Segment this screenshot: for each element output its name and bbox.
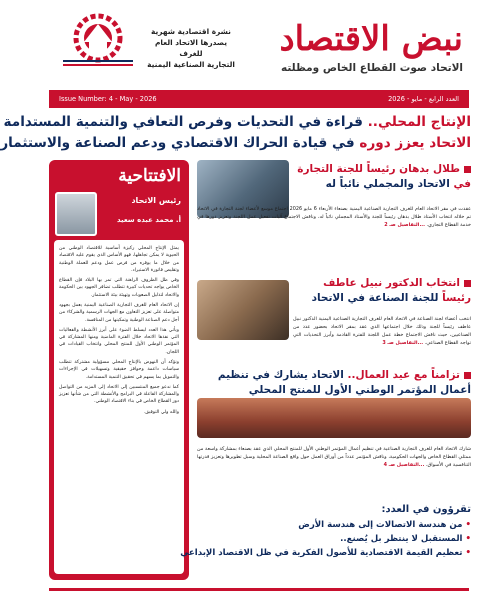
headline-1-text: قراءة في التحديات وفرص التعافي والتنمية المستدامة bbox=[3, 114, 363, 130]
editorial-paragraph: وفي ظل الظروف الراهنة التي تمر بها البلاد فإن القطاع الخاص يواجه تحديات كبيرة تتطلب تضافر الجهود بين الحكومة والاتحاد لتذليل الصعوبات وتهيئة بيئة الاستثمار. bbox=[59, 278, 179, 298]
article-title[interactable] bbox=[197, 368, 471, 398]
editorial-column bbox=[49, 160, 189, 580]
details-link[interactable]: ...التفاصيل صـ 2 bbox=[384, 221, 426, 228]
masthead bbox=[39, 0, 479, 92]
footer-divider bbox=[49, 588, 469, 591]
bullet-icon: • bbox=[465, 533, 471, 544]
publisher-line: نشرة اقتصادية شهرية bbox=[151, 27, 231, 36]
bullet-square-icon bbox=[464, 166, 471, 173]
author-name: أ. محمد عبده سعيد bbox=[116, 216, 181, 224]
editorial-header bbox=[49, 160, 189, 224]
in-this-issue-title: تقرؤون في العدد: bbox=[381, 504, 471, 515]
headline-line-1 bbox=[3, 112, 471, 133]
editorial-paragraph: ونؤكد أن النهوض بالإنتاج المحلي مسؤولية مشتركة تتطلب سياسات داعمة وحوافز حقيقية وتسهيلات في الإجراءات والتمويل بما يسهم في تحقيق التنمية المستدامة. bbox=[59, 359, 179, 380]
bullet-square-icon bbox=[464, 372, 471, 379]
article-title-highlight: تزامناً مع عيد العمال.. bbox=[347, 369, 460, 381]
article-title-highlight: طلال بدهان رئيساً للجنة التجارة في bbox=[297, 163, 471, 191]
article-title-text: الاتحاد يشارك في تنظيم أعمال المؤتمر الوطني الأول للمنتج المحلي bbox=[217, 369, 471, 397]
article-text: انتخب أعضاء لجنة الصناعة في الاتحاد العام للغرف التجارية الصناعية اليمنية الدكتور نبيل عاطف رئيساً للجنة وذلك خلال اجتماعها الذي عقد بمقر الاتحاد بحضور عدد من الصناعيين، حيث ناقش الاجتماع خطة عمل اللجنة للفترة القادمة وأبرز التحديات التي تواجه القطاع الصناعي. bbox=[293, 316, 471, 346]
article-title-text: للجنة الصناعة في الاتحاد bbox=[311, 292, 439, 305]
bullet-square-icon bbox=[464, 280, 471, 287]
publisher-info bbox=[143, 26, 239, 70]
federation-logo-icon bbox=[59, 12, 137, 70]
headline-line-2 bbox=[0, 133, 471, 154]
newsletter-title: نبض الاقتصاد bbox=[279, 19, 463, 59]
editorial-paragraph: كما ندعو جميع المنتسبين إلى الاتحاد إلى المزيد من التواصل والمشاركة الفاعلة في البرامج والأنشطة التي من شأنها تعزيز دور القطاع الخاص في بناء الاقتصاد الوطني. bbox=[59, 384, 179, 405]
article-title-text: الاتحاد والمجملي نائباً له bbox=[325, 178, 450, 191]
list-item[interactable] bbox=[197, 519, 471, 533]
author-role: رئيس الاتحاد bbox=[131, 196, 181, 205]
list-item-text: تعظيم القيمة الاقتصادية للأصول الفكرية في ظل الاقتصاد الإبداعي bbox=[180, 547, 463, 558]
list-item[interactable] bbox=[197, 533, 471, 547]
in-this-issue bbox=[180, 504, 471, 582]
publisher-line: يصدرها الاتحاد العام للغرف bbox=[154, 38, 227, 59]
editorial-title: الافتتاحية bbox=[118, 166, 181, 186]
article-body bbox=[293, 316, 471, 347]
editorial-paragraph: يمثل الإنتاج المحلي ركيزة أساسية للاقتصاد الوطني من الحيوية لا يمكن تجاهلها، فهو الأساس الذي يقوم عليه الاقتصاد من خلال ما يوفره من فرص عمل ودعم للعملة الوطنية وتقليص فاتورة الاستيراد. bbox=[59, 246, 179, 273]
main-headline bbox=[0, 112, 471, 154]
issue-number-english: Issue Number: 4 - May - 2026 bbox=[59, 95, 157, 103]
details-link[interactable]: ...التفاصيل صـ 3 bbox=[382, 339, 424, 346]
list-item-text: من هندسة الاتصالات إلى هندسة الأرض bbox=[298, 520, 463, 530]
article-title[interactable] bbox=[295, 162, 471, 192]
article-body bbox=[197, 446, 471, 470]
in-this-issue-list bbox=[180, 519, 471, 560]
publisher-line: التجارية الصناعية اليمنية bbox=[147, 60, 235, 70]
list-item-text: المستقبل لا ينتظر بل يُصنع.. bbox=[340, 533, 463, 544]
article-title-highlight: انتخاب الدكتور نبيل عاطف رئيساً bbox=[323, 277, 471, 305]
chairman-photo bbox=[55, 192, 97, 236]
editorial-body bbox=[54, 240, 184, 574]
article-text: عقدت في مقر الاتحاد العام للغرف التجارية الصناعية اليمنية بصنعاء الأربعاء 6 مايو 2026 اجتماع موسع لأعضاء لجنة التجارة في الاتحاد تم خلاله انتخاب الأستاذ طلال بدهان رئيساً للجنة والأستاذ المجملي نائباً له، وناقش الاجتماع آليات تفعيل عمل اللجنة وتعزيز دورها في خدمة القطاع التجاري. bbox=[197, 206, 471, 228]
editorial-paragraph: والله ولي التوفيق. bbox=[143, 409, 179, 415]
article-title[interactable] bbox=[295, 276, 471, 306]
headline-1-highlight: الإنتاج المحلي.. bbox=[367, 114, 471, 130]
conference-hall-photo bbox=[197, 398, 471, 438]
list-item[interactable] bbox=[180, 547, 471, 561]
bullet-icon: • bbox=[465, 547, 471, 558]
article-text: شارك الاتحاد العام للغرف التجارية الصناعية في تنظيم أعمال المؤتمر الوطني الأول للمنتج المحلي الذي عقد بصنعاء بمشاركة واسعة من ممثلي القطاع الخاص والجهات الحكومية، وناقش المؤتمر عدداً من أوراق العمل حول واقع الصناعة المحلية وسبل تطويرها وتعزيز قدرتها التنافسية في الأسواق. bbox=[197, 446, 471, 468]
bullet-icon: • bbox=[465, 520, 471, 530]
headline-2-highlight: الاتحاد يعزز دوره bbox=[359, 135, 471, 152]
details-link[interactable]: ...التفاصيل صـ 4 bbox=[383, 461, 425, 468]
issue-number-arabic: العدد الرابع - مايو - 2026 bbox=[388, 95, 459, 103]
editorial-paragraph: ويأتي هذا العدد ليسلط الضوء على أبرز الأنشطة والفعاليات التي نفذها الاتحاد خلال الفترة الماضية ومنها المشاركة في المؤتمر الوطني الأول للمنتج المحلي وانتخاب القيادات في اللجان. bbox=[59, 327, 179, 355]
editorial-paragraph: إن الاتحاد العام للغرف التجارية الصناعية اليمنية يعمل بجهود متواصلة على تعزيز التعاون مع الجهات الرسمية والشركاء من أجل دعم الصناعة الوطنية وتمكينها من المنافسة. bbox=[59, 302, 179, 323]
speaker-photo bbox=[197, 280, 289, 340]
issue-info-bar bbox=[49, 90, 469, 108]
article-body bbox=[197, 206, 471, 230]
headline-2-text: في قيادة الحراك الاقتصادي ودعم الصناعة والاستثمار bbox=[0, 135, 355, 152]
newsletter-subtitle: الاتحاد صوت القطاع الخاص ومظلته bbox=[281, 62, 463, 74]
